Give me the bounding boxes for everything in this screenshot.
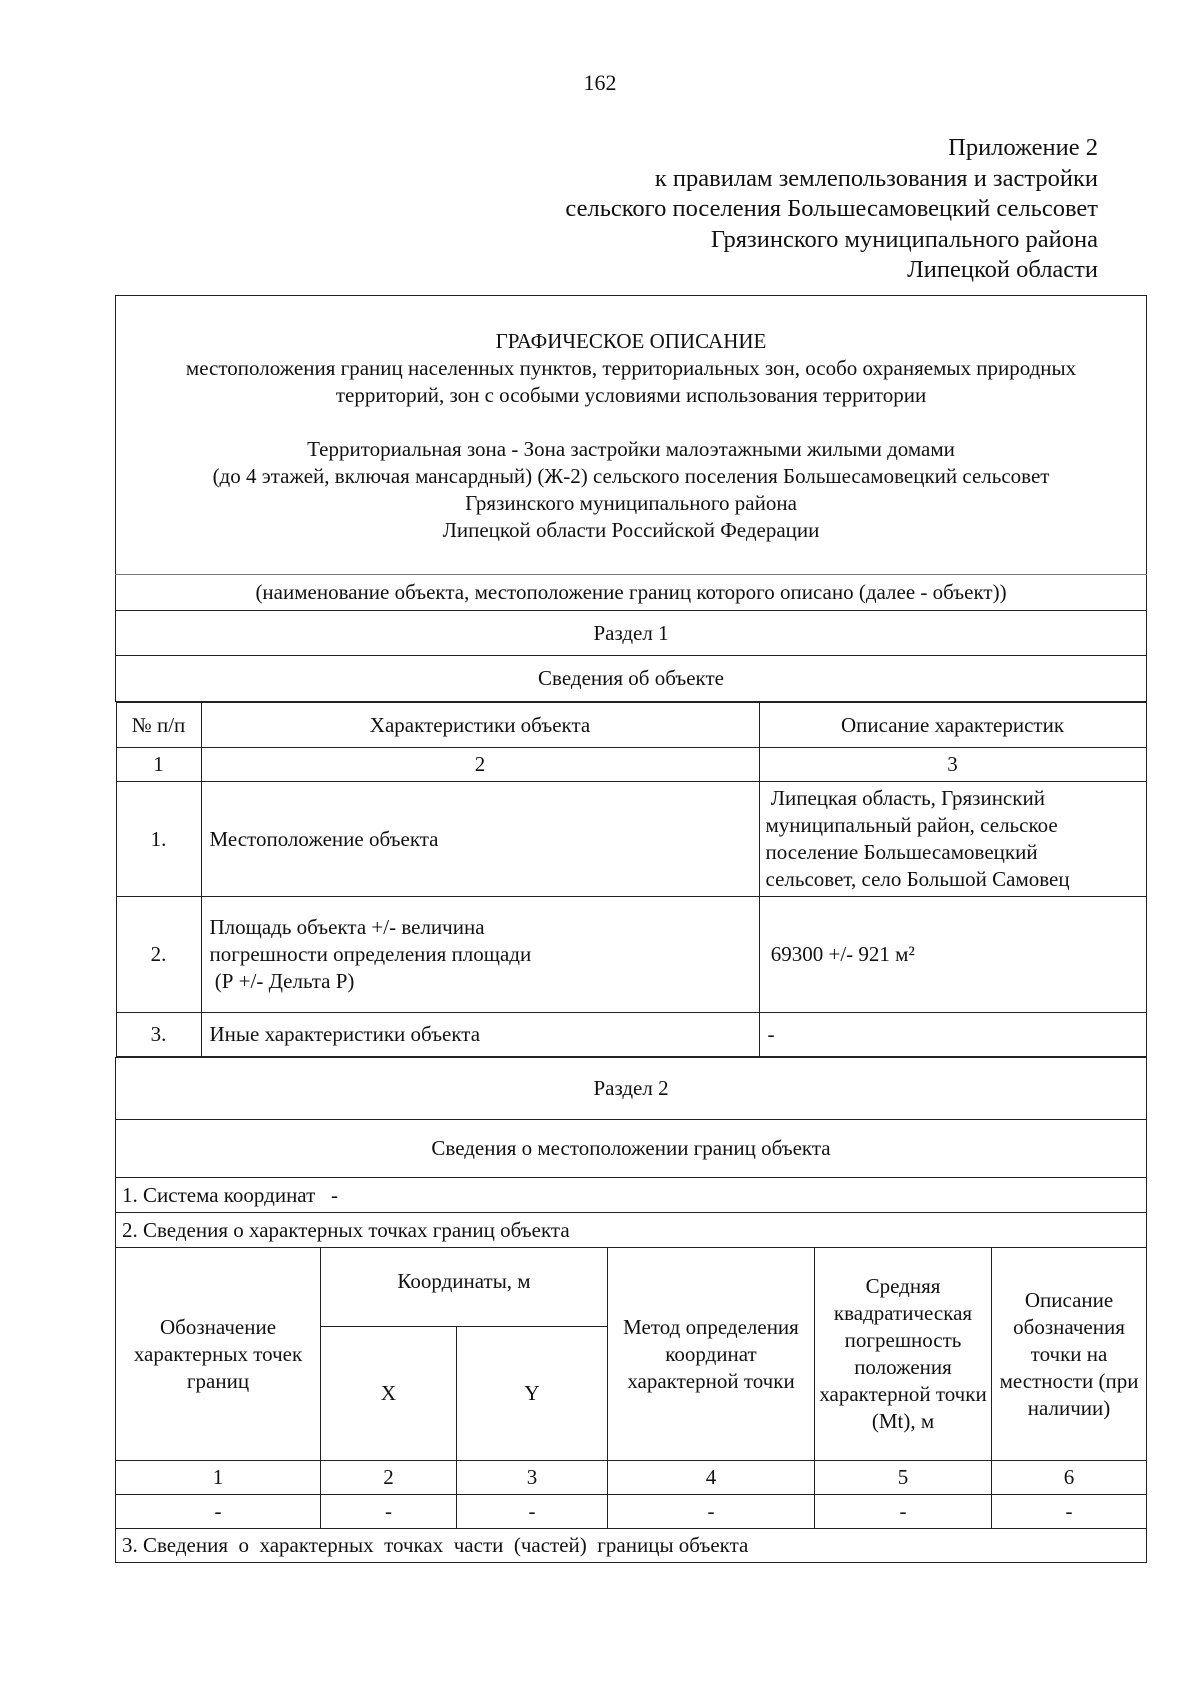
subtitle-line: местоположения границ населенных пунктов, территориальных зон, особо охраняемых природных xyxy=(185,356,1077,380)
column-number: 5 xyxy=(815,1461,992,1495)
header-designation: Обозначение характерных точек границ xyxy=(116,1248,321,1461)
description-cell xyxy=(759,1013,1146,1057)
description-line: сельсовет, село Большой Самовец xyxy=(765,867,1070,891)
data-cell: - xyxy=(992,1495,1147,1529)
section1-label: Раздел 1 xyxy=(116,611,1147,656)
header-error: Средняя квадратическая погрешность положения характерной точки (Mt), м xyxy=(815,1248,992,1461)
data-cell: - xyxy=(116,1495,321,1529)
column-number: 1 xyxy=(116,1461,321,1495)
appendix-line: к правилам землепользования и застройки xyxy=(654,164,1098,192)
characteristic-line: погрешности определения площади xyxy=(209,942,532,966)
section2-heading: Сведения о местоположении границ объекта xyxy=(116,1120,1147,1178)
document-subtitle xyxy=(116,355,1146,409)
header-method: Метод определения координат характерной точки xyxy=(608,1248,815,1461)
column-number: 1 xyxy=(116,748,201,782)
characteristic-line: (Р +/- Дельта Р) xyxy=(209,969,355,993)
description-line: муниципальный район, сельское xyxy=(765,813,1058,837)
header-description: Описание обозначения точки на местности (при наличии) xyxy=(992,1248,1147,1461)
description-line: Липецкая область, Грязинский xyxy=(765,786,1045,810)
table-row xyxy=(116,1013,1146,1057)
coordinate-system: 1. Система координат - xyxy=(116,1178,1147,1213)
characteristic-cell xyxy=(201,782,759,897)
object-caption: (наименование объекта, местоположение границ которого описано (далее - объект)) xyxy=(116,575,1147,611)
parts-heading: 3. Сведения о характерных точках части (частей) границы объекта xyxy=(116,1529,1147,1563)
column-number: 3 xyxy=(759,748,1146,782)
description-cell xyxy=(759,897,1146,1013)
column-header: Описание характеристик xyxy=(759,703,1146,748)
column-header: Характеристики объекта xyxy=(201,703,759,748)
column-number: 6 xyxy=(992,1461,1147,1495)
description-cell xyxy=(759,782,1146,897)
characteristic-cell xyxy=(201,897,759,1013)
data-cell: - xyxy=(608,1495,815,1529)
appendix-line: Липецкой области xyxy=(907,256,1098,283)
zone-line: Территориальная зона - Зона застройки малоэтажными жилыми домами xyxy=(307,437,955,461)
object-info-table xyxy=(116,702,1147,1057)
characteristic-line: Иные характеристики объекта xyxy=(209,1022,481,1046)
zone-name xyxy=(116,436,1146,552)
data-cell: - xyxy=(815,1495,992,1529)
section2-label: Раздел 2 xyxy=(116,1058,1147,1120)
header-y: Y xyxy=(457,1327,608,1461)
page-number: 162 xyxy=(583,70,617,95)
title-block xyxy=(116,296,1147,575)
row-number: 1. xyxy=(116,782,201,897)
description-line: поселение Большесамовецкий xyxy=(765,840,1038,864)
appendix-line: Грязинского муниципального района xyxy=(710,225,1098,253)
table-row xyxy=(116,1495,1147,1529)
zone-line: Липецкой области Российской Федерации xyxy=(442,518,820,542)
zone-line: (до 4 этажей, включая мансардный) (Ж-2) сельского поселения Большесамовецкий сельсовет xyxy=(212,464,1050,488)
description-line: - xyxy=(767,1022,775,1046)
points-heading: 2. Сведения о характерных точках границ объекта xyxy=(116,1213,1147,1248)
characteristic-line: Местоположение объекта xyxy=(209,826,439,851)
appendix-header xyxy=(565,133,1098,286)
document-title: ГРАФИЧЕСКОЕ ОПИСАНИЕ xyxy=(495,329,767,353)
appendix-line: Приложение 2 xyxy=(948,134,1098,161)
description-line: 69300 +/- 921 м² xyxy=(765,942,915,966)
appendix-line: сельского поселения Большесамовецкий сельсовет xyxy=(565,195,1098,222)
row-number: 3. xyxy=(116,1013,201,1057)
data-cell: - xyxy=(457,1495,608,1529)
section1-heading: Сведения об объекте xyxy=(116,656,1147,702)
subtitle-line: территорий, зон с особыми условиями использования территории xyxy=(335,383,927,407)
header-x: X xyxy=(321,1327,457,1461)
column-number: 4 xyxy=(608,1461,815,1495)
graphic-description-table xyxy=(115,295,1147,1563)
header-coordinates: Координаты, м xyxy=(321,1248,608,1327)
table-row xyxy=(116,782,1146,897)
column-number: 2 xyxy=(321,1461,457,1495)
data-cell: - xyxy=(321,1495,457,1529)
column-number: 2 xyxy=(201,748,759,782)
column-number: 3 xyxy=(457,1461,608,1495)
row-number: 2. xyxy=(116,897,201,1013)
zone-line: Грязинского муниципального района xyxy=(465,491,797,515)
characteristic-cell xyxy=(201,1013,759,1057)
table-row xyxy=(116,897,1146,1013)
characteristic-line: Площадь объекта +/- величина xyxy=(209,915,485,939)
column-header: № п/п xyxy=(116,703,201,748)
